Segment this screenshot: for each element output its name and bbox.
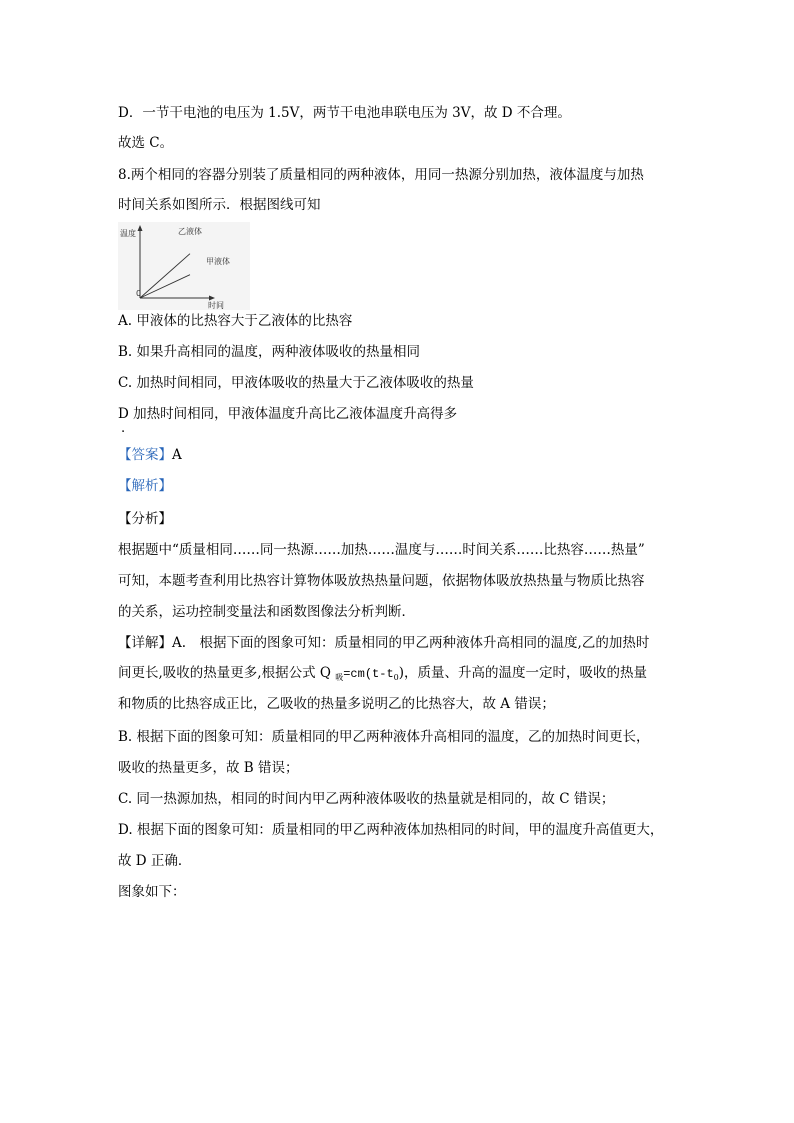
y-axis-label: 温度 [120,229,136,238]
detail-line: 吸收的热量更多，故 B 错误； [118,760,299,776]
question-line: 8.两个相同的容器分别装了质量相同的两种液体，用同一热源分别加热，液体温度与加热 [118,167,644,183]
option-c: C. 加热时间相同，甲液体吸收的热量大于乙液体吸收的热量 [118,375,474,391]
answer-value: A [172,447,182,463]
detail-text: 间更长,吸收的热量更多,根据公式 Q [118,665,336,681]
series-label-jia: 甲液体 [206,257,230,266]
detail-line: 和物质的比热容成正比，乙吸收的热量多说明乙的比热容大，故 A 错误； [118,696,555,712]
text-line: 故选 C。 [118,135,174,151]
subscript-zero: 0 [393,673,399,682]
fenxi-tag: 【分析】 [118,511,172,527]
option-b: B. 如果升高相同的温度，两种液体吸收的热量相同 [118,344,421,360]
temperature-time-graph [118,222,250,310]
subscript-xi: 吸 [335,673,344,682]
answer-line [118,446,182,464]
text-line: D．一节干电池的电压为 1.5V，两节干电池串联电压为 3V，故 D 不合理。 [118,105,571,121]
detail-line: D. 根据下面的图象可知：质量相同的甲乙两种液体加热相同的时间，甲的温度升高值更大， [118,822,664,838]
detail-text: A. 根据下面的图象可知：质量相同的甲乙两种液体升高相同的温度,乙的加热时 [172,635,650,651]
detail-line-formula [118,664,647,687]
option-a: A. 甲液体的比热容大于乙液体的比热容 [118,313,353,329]
analysis-line: 的关系，运功控制变量法和函数图像法分析判断． [118,604,415,620]
detail-tag: 【详解】 [118,635,172,651]
detail-text: )，质量、升高的温度一定时，吸收的热量 [398,665,648,681]
question-line: 时间关系如图所示．根据图线可知 [118,197,321,213]
answer-tag: 【答案】 [118,447,172,463]
analysis-tag: 【解析】 [118,478,172,494]
detail-line: C. 同一热源加热，相同的时间内甲乙两种液体吸收的热量就是相同的，故 C 错误； [118,791,615,807]
option-d-dot: . [121,421,126,436]
detail-line: B. 根据下面的图象可知：质量相同的甲乙两种液体升高相同的温度，乙的加热时间更长， [118,729,650,745]
detail-line: 故 D 正确． [118,853,192,869]
series-label-yi: 乙液体 [178,227,202,236]
origin-label: 0 [136,289,142,298]
detail-line [118,634,649,652]
formula-text: =cm(t-t [343,667,394,681]
analysis-line: 根据题中“质量相同……同一热源……加热……温度与……时间关系……比热容……热量” [118,542,645,558]
x-axis-label: 时间 [208,301,224,310]
detail-line: 图象如下： [118,884,186,900]
option-d: D 加热时间相同，甲液体温度升高比乙液体温度升高得多 [118,406,458,422]
analysis-line: 可知，本题考查利用比热容计算物体吸放热热量问题，依据物体吸放热热量与物质比热容 [118,573,645,589]
